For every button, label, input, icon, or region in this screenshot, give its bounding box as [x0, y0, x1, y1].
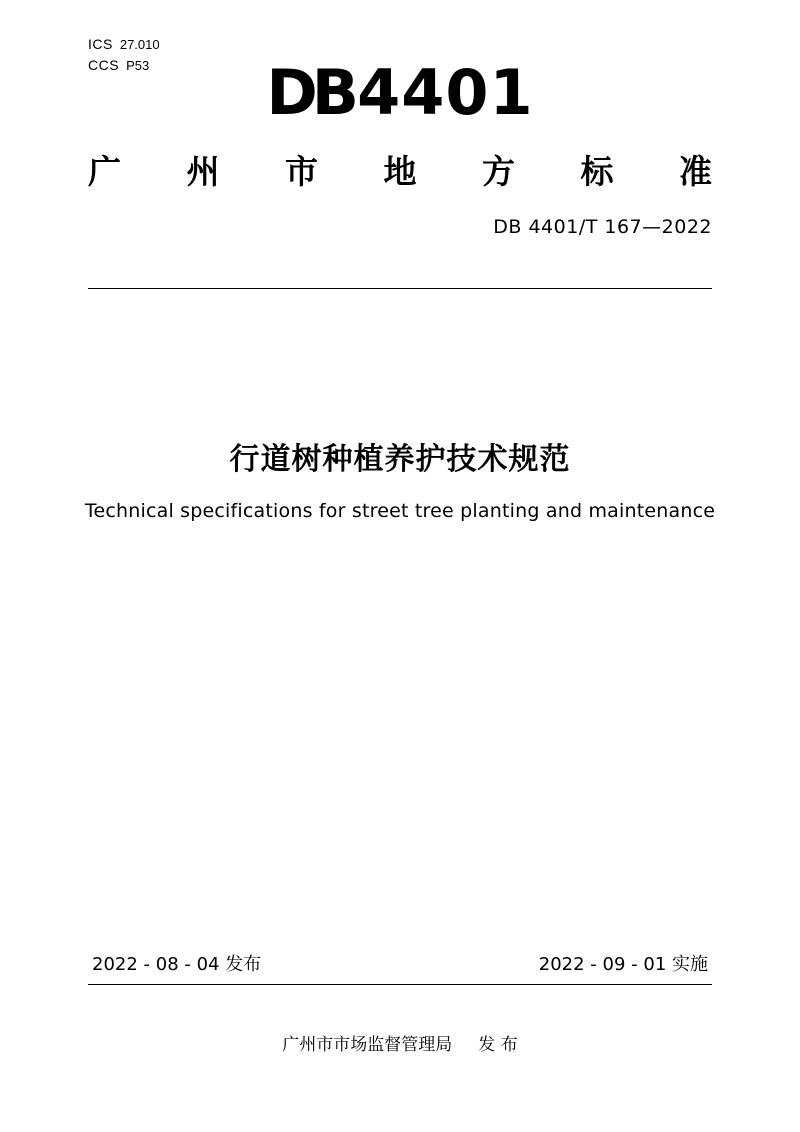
- standard-title-chinese: [88, 146, 712, 193]
- db-logo-number: 4401: [357, 56, 534, 129]
- ics-code-label: ICS: [88, 36, 113, 52]
- standard-title-char-5: 标: [580, 152, 614, 191]
- db-logo-prefix: DB: [266, 56, 354, 129]
- ccs-code-label: CCS: [88, 56, 120, 73]
- document-title-chinese: 行道树种植养护技术规范: [229, 442, 571, 477]
- publisher-action: 发 布: [478, 1035, 518, 1055]
- issue-date: 2022 - 08 - 04 发布: [92, 954, 262, 975]
- standard-title-char-4: 方: [482, 152, 515, 191]
- document-title-english: Technical specifications for street tree planting and maintenance: [84, 500, 716, 522]
- divider-bottom: [88, 984, 712, 985]
- standard-title-char-6: 准: [679, 152, 712, 191]
- publisher-name: 广州市市场监督管理局: [282, 1035, 453, 1055]
- standard-title-char-2: 市: [285, 152, 318, 191]
- ccs-code-value: P53: [126, 57, 150, 73]
- effective-date: 2022 - 09 - 01 实施: [538, 954, 708, 975]
- standard-title-char-3: 地: [383, 152, 417, 191]
- divider-top: [88, 288, 712, 289]
- standard-number: DB 4401/T 167—2022: [493, 216, 712, 238]
- standard-title-char-0: 广: [88, 152, 121, 191]
- ics-code-row: [88, 34, 160, 55]
- ics-code-value: 27.010: [119, 37, 160, 52]
- standard-title-char-1: 州: [186, 152, 220, 191]
- publisher-line: [0, 1030, 800, 1055]
- db-logo: [0, 56, 800, 129]
